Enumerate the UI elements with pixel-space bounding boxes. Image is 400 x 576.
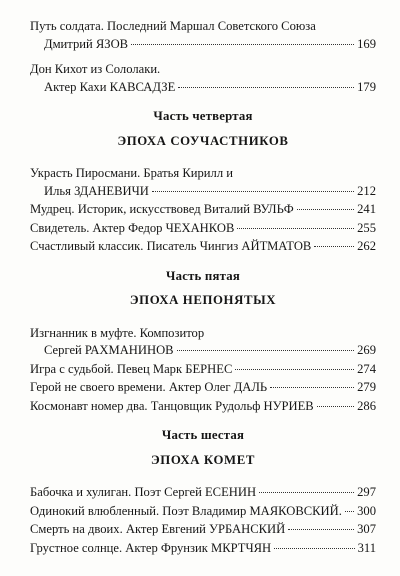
page-number: 274 — [357, 361, 376, 376]
section-heading: ЭПОХА НЕПОНЯТЫХ — [129, 293, 277, 307]
toc-entry — [30, 18, 376, 53]
page-number: 269 — [357, 343, 376, 357]
page-number: 307 — [357, 522, 376, 536]
dot-leader — [317, 406, 354, 407]
page-number: 279 — [357, 380, 376, 394]
dot-leader — [297, 209, 354, 210]
dot-leader — [259, 492, 354, 493]
toc-entry — [30, 540, 376, 558]
toc-entry-title: Мудрец. Историк, искусствовед Виталий ВУЛЬФ — [30, 202, 294, 216]
section-heading: ЭПОХА КОМЕТ — [151, 452, 255, 467]
toc-entry — [30, 325, 376, 360]
toc-entry-title: Игра с судьбой. Певец Марк БЕРНЕС — [30, 361, 233, 376]
page-number: 297 — [357, 485, 376, 499]
toc-entry — [30, 521, 376, 539]
toc-entry-title: Смерть на двоих. Актер Евгений УРБАНСКИЙ — [30, 522, 286, 536]
section-heading: ЭПОХА СОУЧАСТНИКОВ — [117, 133, 289, 148]
toc-entry — [30, 238, 376, 256]
part-heading: Часть пятая — [166, 268, 240, 283]
dot-leader — [288, 529, 354, 530]
dot-leader — [314, 246, 354, 247]
part-heading: Часть шестая — [161, 428, 245, 442]
toc-entry — [30, 201, 376, 219]
toc-entry-continuation — [30, 36, 376, 54]
page-number: 241 — [357, 202, 376, 216]
toc-entry-continuation — [30, 79, 376, 97]
dot-leader — [131, 44, 354, 45]
toc-entry — [30, 165, 376, 200]
toc-entry-subtitle: Дмитрий ЯЗОВ — [44, 36, 129, 51]
dot-leader — [274, 548, 354, 549]
toc-entry-title: Свидетель. Актер Федор ЧЕХАНКОВ — [30, 220, 235, 235]
toc-entry-title: Бабочка и хулиган. Поэт Сергей ЕСЕНИН — [30, 485, 257, 499]
toc-entry — [30, 361, 376, 379]
toc-entry-subtitle: Илья ЗДАНЕВИЧИ — [44, 183, 149, 198]
page-number: 286 — [357, 398, 376, 413]
toc-entry — [30, 220, 376, 238]
toc-entry — [30, 503, 376, 521]
page-number: 255 — [357, 220, 376, 235]
toc-entry-title: Одинокий влюбленный. Поэт Владимир МАЯКОВСКИЙ. — [30, 503, 342, 518]
page-number: 212 — [357, 183, 376, 198]
toc-entry — [30, 484, 376, 502]
toc-entry-title: Герой не своего времени. Актер Олег ДАЛЬ — [30, 380, 268, 394]
part-heading: Часть четвертая — [153, 109, 253, 123]
table-of-contents — [30, 18, 376, 558]
toc-entry-title: Космонавт номер два. Танцовщик Рудольф НУРИЕВ — [30, 398, 314, 413]
toc-entry-subtitle: Сергей РАХМАНИНОВ — [44, 343, 174, 357]
toc-entry-title: Путь солдата. Последний Маршал Советского Союза — [30, 19, 316, 33]
dot-leader — [177, 350, 355, 351]
toc-entry — [30, 379, 376, 397]
dot-leader — [178, 87, 354, 88]
toc-entry-subtitle: Актер Кахи КАВСАДЗЕ — [44, 79, 176, 94]
page-number: 300 — [357, 503, 376, 518]
toc-entry-title: Дон Кихот из Сололаки. — [30, 62, 161, 76]
toc-entry-title: Украсть Пиросмани. Братья Кирилл и — [30, 166, 233, 180]
toc-entry-title: Счастливый классик. Писатель Чингиз АЙТМАТОВ — [30, 239, 312, 253]
toc-entry-continuation — [30, 342, 376, 360]
dot-leader — [237, 228, 354, 229]
dot-leader — [152, 191, 354, 192]
dot-leader — [235, 369, 354, 370]
dot-leader — [345, 511, 354, 512]
toc-entry-title: Грустное солнце. Актер Фрунзик МКРТЧЯН — [30, 540, 272, 555]
page-number: 169 — [357, 36, 376, 51]
page-number: 179 — [357, 79, 376, 94]
toc-entry-continuation — [30, 183, 376, 201]
page-number: 311 — [357, 540, 376, 555]
toc-entry — [30, 61, 376, 96]
toc-entry-title: Изгнанник в муфте. Композитор — [30, 325, 205, 340]
page-number: 262 — [357, 239, 376, 253]
dot-leader — [270, 387, 354, 388]
toc-entry — [30, 398, 376, 416]
